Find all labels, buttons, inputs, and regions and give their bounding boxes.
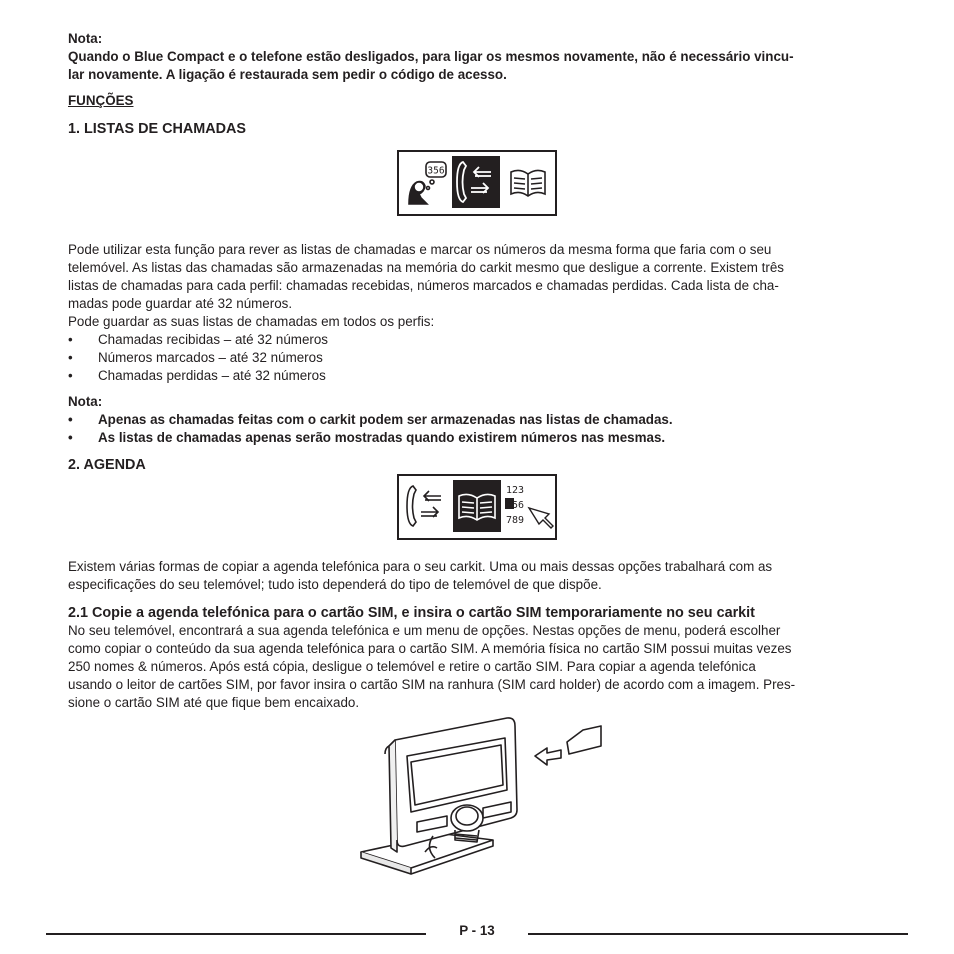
call-list-bullets	[68, 331, 886, 385]
selected-highlight	[452, 156, 500, 208]
paragraph-line: sione o cartão SIM até que fique bem encaixado.	[68, 695, 360, 710]
nota-bullets	[68, 411, 886, 447]
paragraph-line: madas pode guardar até 32 números.	[68, 296, 293, 311]
lcd-agenda-svg	[399, 476, 555, 538]
keypad-row: 456	[506, 500, 525, 511]
list-item: • Chamadas recibidas – até 32 números	[68, 331, 886, 349]
lcd-call-lists-illustration	[397, 150, 557, 216]
heading-listas-de-chamadas: 1. LISTAS DE CHAMADAS	[68, 121, 247, 137]
list-item: • Chamadas perdidas – até 32 números	[68, 367, 886, 385]
list-item: • Apenas as chamadas feitas com o carkit podem ser armazenadas nas listas de chamadas.	[68, 411, 886, 429]
nota-label: Nota:	[68, 31, 103, 46]
page-content	[68, 30, 886, 712]
nota-label: Nota:	[68, 394, 103, 409]
paragraph-line: 250 nomes & números. Após está cópia, desligue o telemóvel e retire o cartão SIM. Para copiar a agenda telefónica	[68, 659, 756, 674]
paragraph-line: Existem várias formas de copiar a agenda telefónica para o seu carkit. Uma ou mais dessas opções trabalhará com as	[68, 559, 773, 574]
handset-arrows-icon	[407, 486, 441, 526]
keypad-icon	[505, 485, 524, 526]
paragraph-line: telemóvel. As listas das chamadas são armazenadas na memória do carkit mesmo que desligue a corrente. Existem três	[68, 260, 784, 275]
heading-agenda: 2. AGENDA	[68, 457, 146, 473]
paragraph-line: Pode utilizar esta função para rever as listas de chamadas e marcar os números da mesma forma que faria com o seu	[68, 242, 772, 257]
pointer-icon	[529, 508, 553, 528]
keypad-row: 123	[506, 485, 525, 496]
paragraph-line: Pode guardar as suas listas de chamadas em todos os perfis:	[68, 314, 435, 329]
nota-line: Quando o Blue Compact e o telefone estão desligados, para ligar os mesmos novamente, não é necessário vincu-	[68, 49, 794, 64]
section-funcoes: FUNÇÕES	[68, 93, 134, 108]
carkit-sim-insertion-illustration	[355, 712, 605, 882]
heading-copie-agenda: 2.1 Copie a agenda telefónica para o cartão SIM, e insira o cartão SIM temporariamente no seu carkit	[68, 605, 755, 621]
phonebook-icon	[511, 170, 545, 196]
list-item: • Números marcados – até 32 números	[68, 349, 886, 367]
page-number: P - 13	[459, 923, 495, 938]
paragraph-line: No seu telemóvel, encontrará a sua agenda telefónica e um menu de opções. Nestas opções de menu, poderá escolher	[68, 623, 781, 638]
badge-number: 356	[427, 165, 445, 177]
insert-arrow-icon	[535, 748, 561, 765]
lcd-call-lists-svg	[399, 152, 555, 214]
paragraph-line: como copiar o conteúdo da sua agenda telefónica para o cartão SIM. A memória física no cartão SIM possui muitas vezes	[68, 641, 792, 656]
paragraph-line: usando o leitor de cartões SIM, por favor insira o cartão SIM na ranhura (SIM card holder) de acordo com a imagem. Pres-	[68, 677, 796, 692]
lcd-agenda-illustration	[397, 474, 557, 540]
paragraph-line: listas de chamadas para cada perfil: chamadas recebidas, números marcados e chamadas perdidas. Cada lista de cha-	[68, 278, 779, 293]
list-item: • As listas de chamadas apenas serão mostradas quando existirem números nas mesmas.	[68, 429, 886, 447]
sim-card-icon	[567, 726, 601, 754]
nota-line: lar novamente. A ligação é restaurada sem pedir o código de acesso.	[68, 67, 507, 82]
paragraph-line: especificações do seu telemóvel; tudo isto dependerá do tipo de telemóvel de que dispõe.	[68, 577, 602, 592]
keypad-row: 789	[506, 515, 525, 526]
